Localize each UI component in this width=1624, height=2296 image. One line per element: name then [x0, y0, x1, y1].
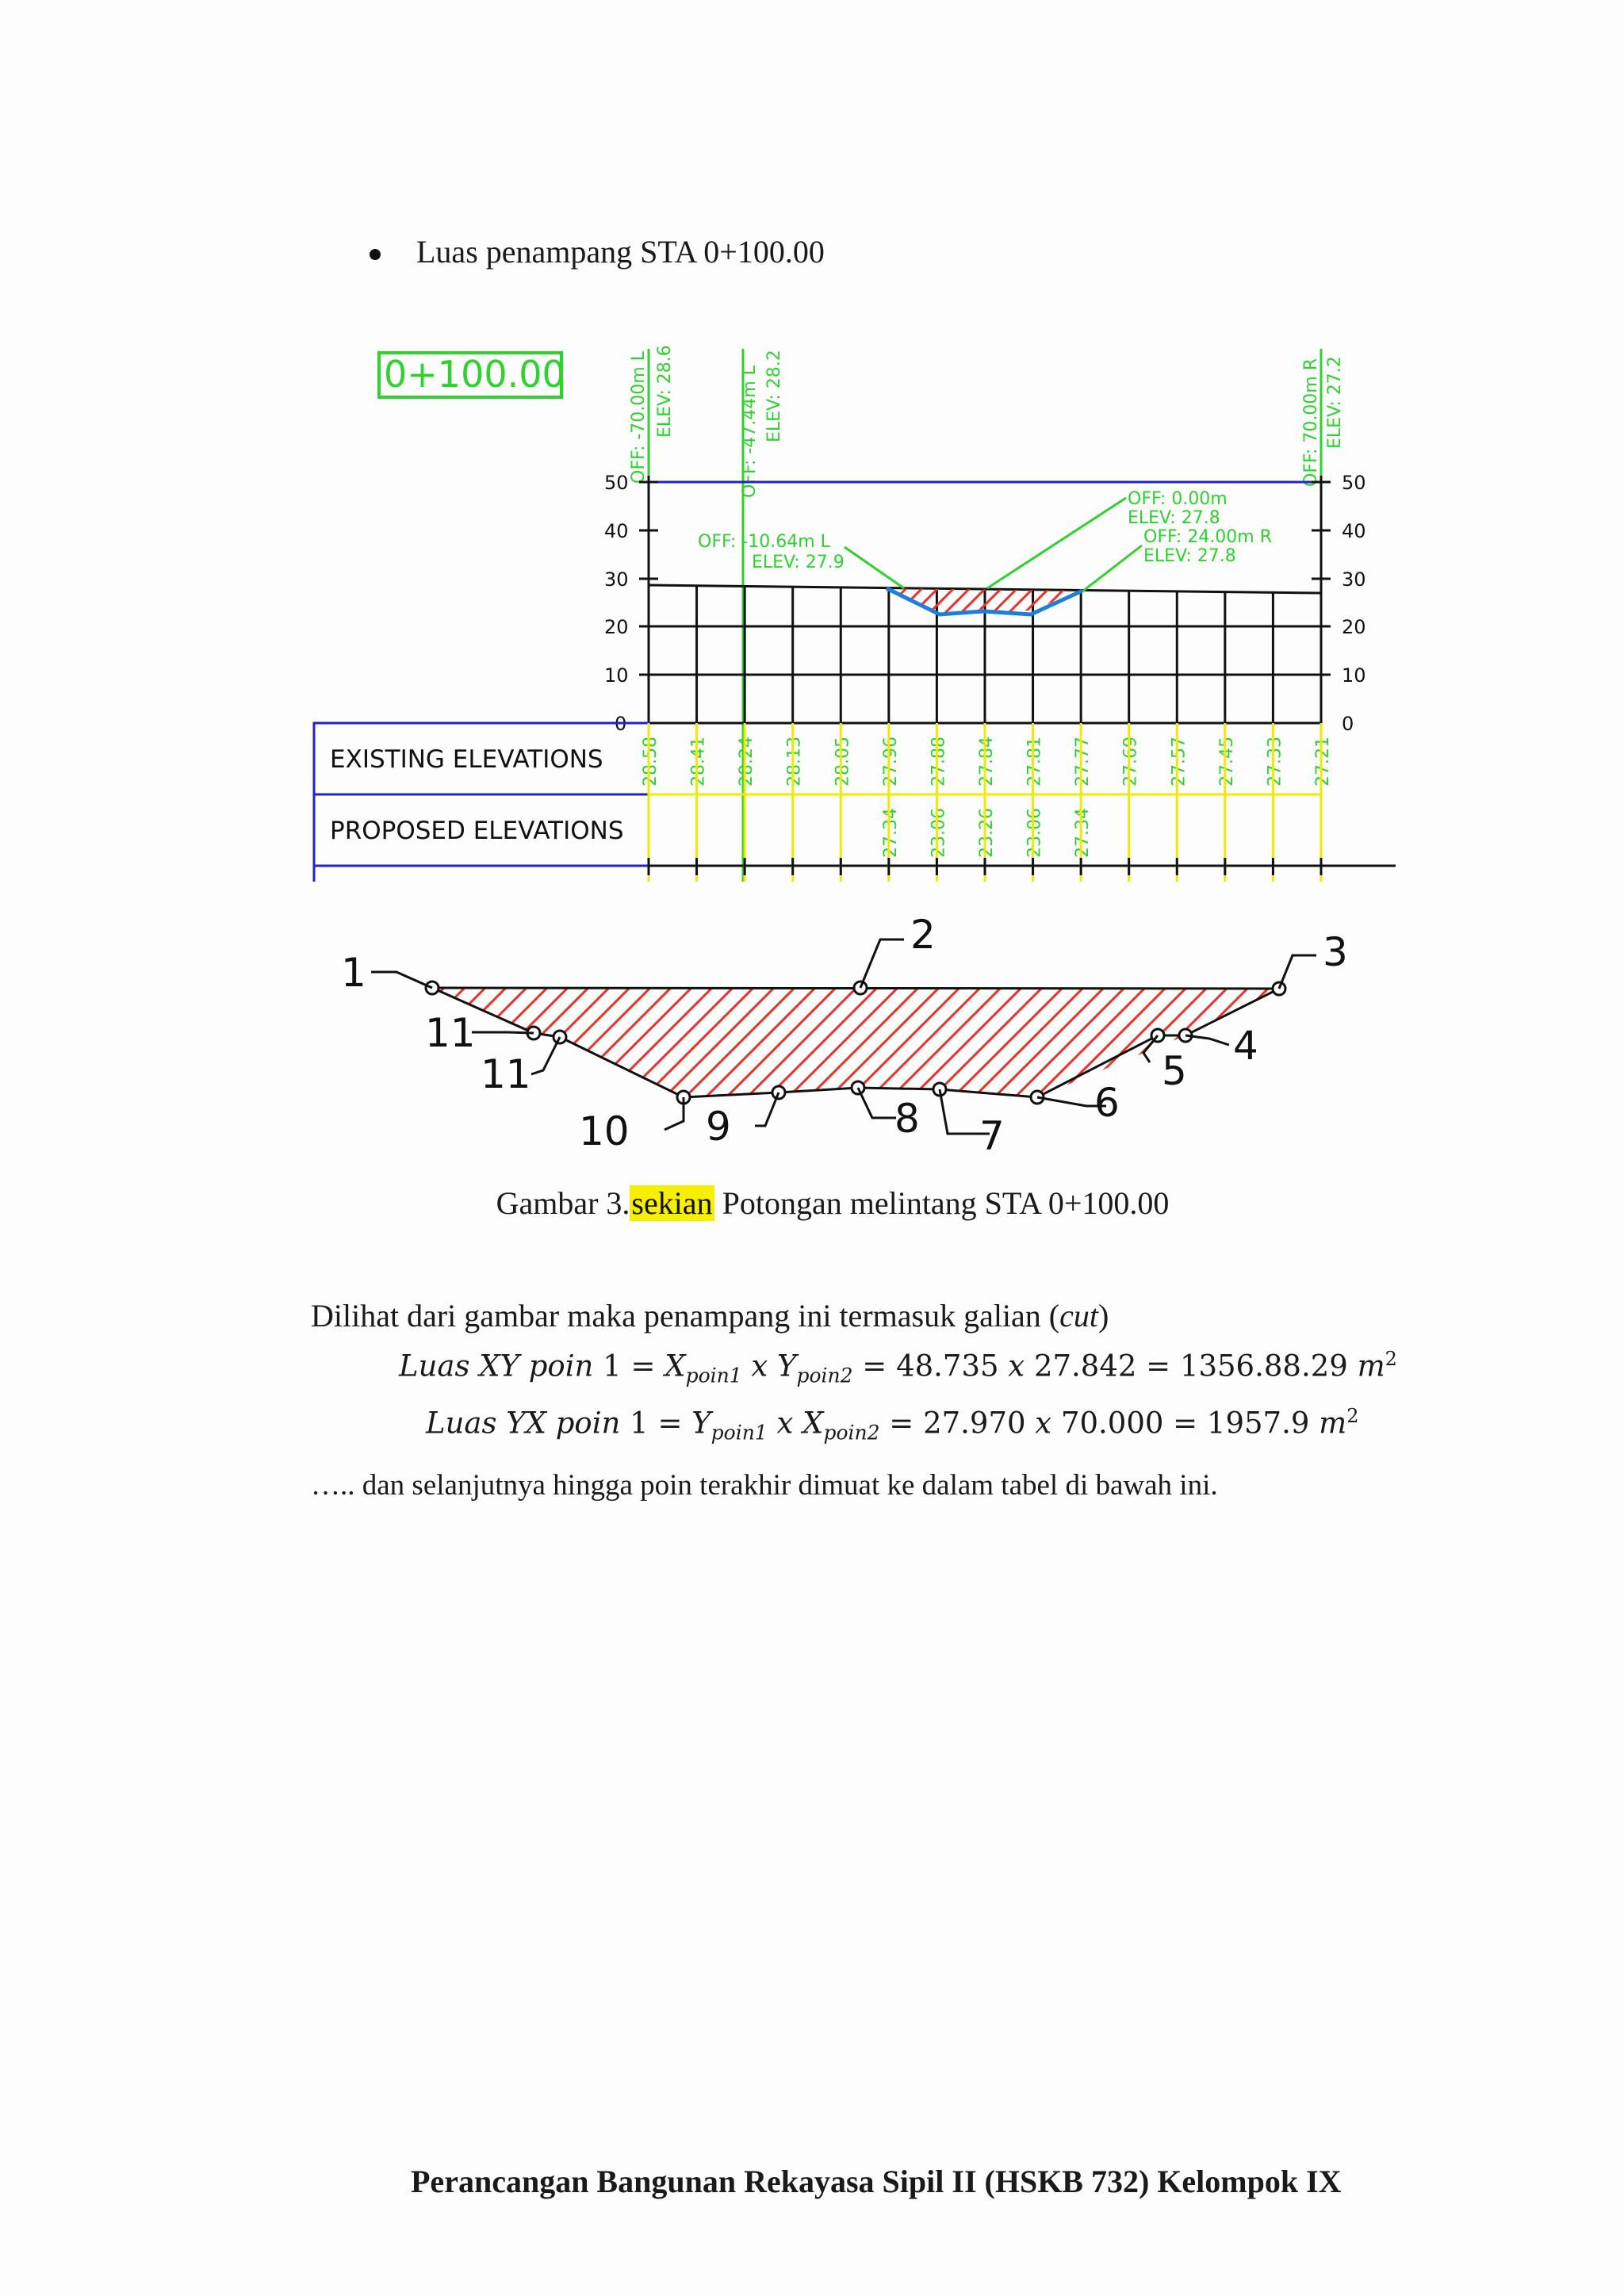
callout-3-elev: ELEV: 27.8	[1143, 546, 1236, 566]
eq2-b-sub: poin2	[823, 1421, 880, 1445]
eq2-unit-sup: 2	[1346, 1405, 1359, 1427]
equation-yx: Luas YX poin $1 = Y_{poin1}$ x $X_{poin2} = 27.970$ x 70.000 = 1957.9 $m^2$	[426, 1405, 1359, 1445]
caption-highlight: sekian	[631, 1185, 713, 1221]
caption-suffix: Potongan melintang STA 0+100.00	[714, 1185, 1170, 1221]
existing-elevation-value: 27.77	[1073, 737, 1094, 786]
tick-label-left-40: 40	[604, 520, 629, 542]
point-label-7: 7	[979, 1113, 1005, 1159]
tick-label-right-0: 0	[1342, 713, 1354, 735]
tick-label-left-0: 0	[615, 713, 627, 735]
existing-elevation-value: 28.05	[833, 737, 853, 786]
tick-label-right-30: 30	[1342, 568, 1366, 591]
station-label-box	[379, 353, 565, 397]
proposed-elevation-value: 27.34	[1073, 808, 1094, 858]
point-label-6: 6	[1094, 1080, 1120, 1126]
eq2-a-sub: poin1	[710, 1421, 768, 1445]
existing-elevation-values	[641, 723, 1333, 794]
proposed-elevation-value: 23.06	[1025, 808, 1045, 858]
point-label-2: 2	[910, 912, 936, 958]
eq1-a: X	[665, 1349, 686, 1383]
proposed-elevation-value: 27.34	[880, 808, 901, 858]
proposed-elevation-value: 23.06	[929, 808, 949, 858]
callout-2-off: OFF: 0.00m	[1128, 489, 1228, 509]
eq1-val2: 27.842	[1033, 1349, 1137, 1383]
existing-elevation-value: 27.45	[1216, 737, 1237, 786]
eq1-b-sub: poin2	[796, 1364, 853, 1387]
existing-elevation-value: 27.88	[929, 737, 949, 786]
elevation-table	[314, 723, 1396, 882]
eq1-a-sub: poin1	[685, 1364, 742, 1387]
proposed-elevation-values	[649, 794, 1321, 882]
eq1-b: Y	[777, 1349, 797, 1383]
existing-elevation-value: 27.81	[1025, 737, 1045, 786]
tick-label-left-50: 50	[604, 472, 629, 494]
tick-label-right-40: 40	[1342, 520, 1366, 542]
paragraph-cut	[311, 1297, 1109, 1334]
existing-elevation-value: 28.24	[737, 737, 757, 786]
existing-elevation-value: 28.41	[688, 737, 709, 786]
elev-label-left-2: ELEV: 28.2	[764, 350, 784, 442]
elev-label-left-1: ELEV: 28.6	[655, 345, 675, 438]
tick-label-right-20: 20	[1342, 616, 1366, 638]
point-label-4: 4	[1233, 1023, 1258, 1069]
figure-caption	[0, 1184, 1624, 1222]
page-footer: Perancangan Bangunan Rekayasa Sipil II (HSKB 732) Kelompok IX	[411, 2164, 1342, 2199]
paragraph-italic: cut	[1059, 1298, 1098, 1334]
tick-label-left-10: 10	[604, 664, 629, 687]
eq2-n: 1	[630, 1406, 649, 1441]
eq1-op: x	[751, 1349, 768, 1383]
eq2-a: Y	[691, 1406, 711, 1441]
existing-elevation-value: 27.69	[1120, 737, 1141, 786]
eq1-lhs: Luas XY poin	[399, 1349, 594, 1383]
eq2-lhs: Luas YX poin	[426, 1406, 621, 1441]
cut-area-detail	[309, 912, 1397, 1159]
elev-label-right: ELEV: 27.2	[1325, 356, 1345, 449]
proposed-elevations-label: PROPOSED ELEVATIONS	[330, 817, 624, 845]
offset-label-left-2: OFF: -47.44m L	[740, 365, 760, 498]
callout-1-elev: ELEV: 27.9	[752, 553, 845, 572]
left-axis-labels	[604, 472, 629, 735]
eq1-val1: 48.735	[896, 1349, 999, 1383]
point-labels	[341, 912, 1348, 1159]
existing-elevation-value: 27.57	[1169, 737, 1189, 786]
tick-label-right-10: 10	[1342, 664, 1366, 687]
callout-labels	[698, 489, 1272, 572]
proposed-elevation-value: 23.26	[976, 808, 997, 858]
existing-elevations-label: EXISTING ELEVATIONS	[330, 745, 603, 774]
paragraph-text-end: )	[1098, 1298, 1109, 1334]
tick-label-left-30: 30	[604, 568, 629, 591]
eq2-val1: 27.970	[923, 1406, 1026, 1441]
point-label-5: 5	[1162, 1048, 1187, 1094]
eq1-op2: x	[1008, 1349, 1025, 1383]
callout-1-off: OFF: -10.64m L	[698, 532, 830, 552]
point-label-11a: 11	[425, 1010, 476, 1056]
existing-elevation-value: 27.96	[880, 737, 901, 786]
eq1-result: 1356.88.29	[1179, 1349, 1348, 1383]
caption-prefix: Gambar 3.	[496, 1185, 630, 1221]
eq1-unit: m	[1357, 1349, 1385, 1383]
point-label-3: 3	[1323, 929, 1348, 975]
tick-label-right-50: 50	[1342, 472, 1366, 494]
eq2-op: x	[776, 1406, 794, 1441]
existing-elevation-value: 27.84	[976, 737, 997, 786]
eq2-b: X	[802, 1406, 824, 1441]
existing-elevation-value: 28.13	[784, 737, 805, 786]
station-label: 0+100.00	[384, 353, 565, 396]
existing-elevation-value: 27.21	[1312, 737, 1333, 786]
point-label-10: 10	[579, 1108, 630, 1154]
equation-xy: Luas XY poin $1 = X_{poin1}$ x $Y_{poin2} = 48.735$ x 27.842 = 1356.88.29 $m^2$	[399, 1348, 1397, 1387]
section-bullet-text: Luas penampang STA 0+100.00	[416, 234, 825, 270]
eq2-op2: x	[1035, 1406, 1052, 1441]
callout-3-off: OFF: 24.00m R	[1143, 527, 1273, 547]
point-label-1: 1	[341, 950, 366, 996]
point-label-11b: 11	[481, 1051, 531, 1097]
eq2-unit: m	[1319, 1406, 1347, 1441]
point-label-9: 9	[706, 1104, 731, 1150]
existing-elevation-value: 28.58	[641, 737, 661, 786]
paragraph-continuation: ….. dan selanjutnya hingga poin terakhir dimuat ke dalam tabel di bawah ini.	[311, 1469, 1218, 1502]
eq2-val2: 70.000	[1060, 1406, 1164, 1441]
eq1-unit-sup: 2	[1385, 1348, 1397, 1370]
offset-label-right: OFF: 70.00m R	[1301, 358, 1321, 487]
right-axis-labels	[1342, 472, 1366, 735]
eq1-n: 1	[603, 1349, 622, 1383]
offset-label-group	[629, 345, 1345, 498]
existing-elevation-value: 27.33	[1265, 737, 1285, 786]
paragraph-text: Dilihat dari gambar maka penampang ini termasuk galian (	[311, 1298, 1060, 1334]
point-label-8: 8	[894, 1096, 920, 1142]
tick-label-left-20: 20	[604, 616, 629, 638]
callout-leaders	[845, 498, 1142, 591]
offset-label-left-1: OFF: -70.00m L	[629, 351, 649, 484]
eq2-result: 1957.9	[1206, 1406, 1310, 1441]
callout-2-elev: ELEV: 27.8	[1128, 508, 1220, 528]
